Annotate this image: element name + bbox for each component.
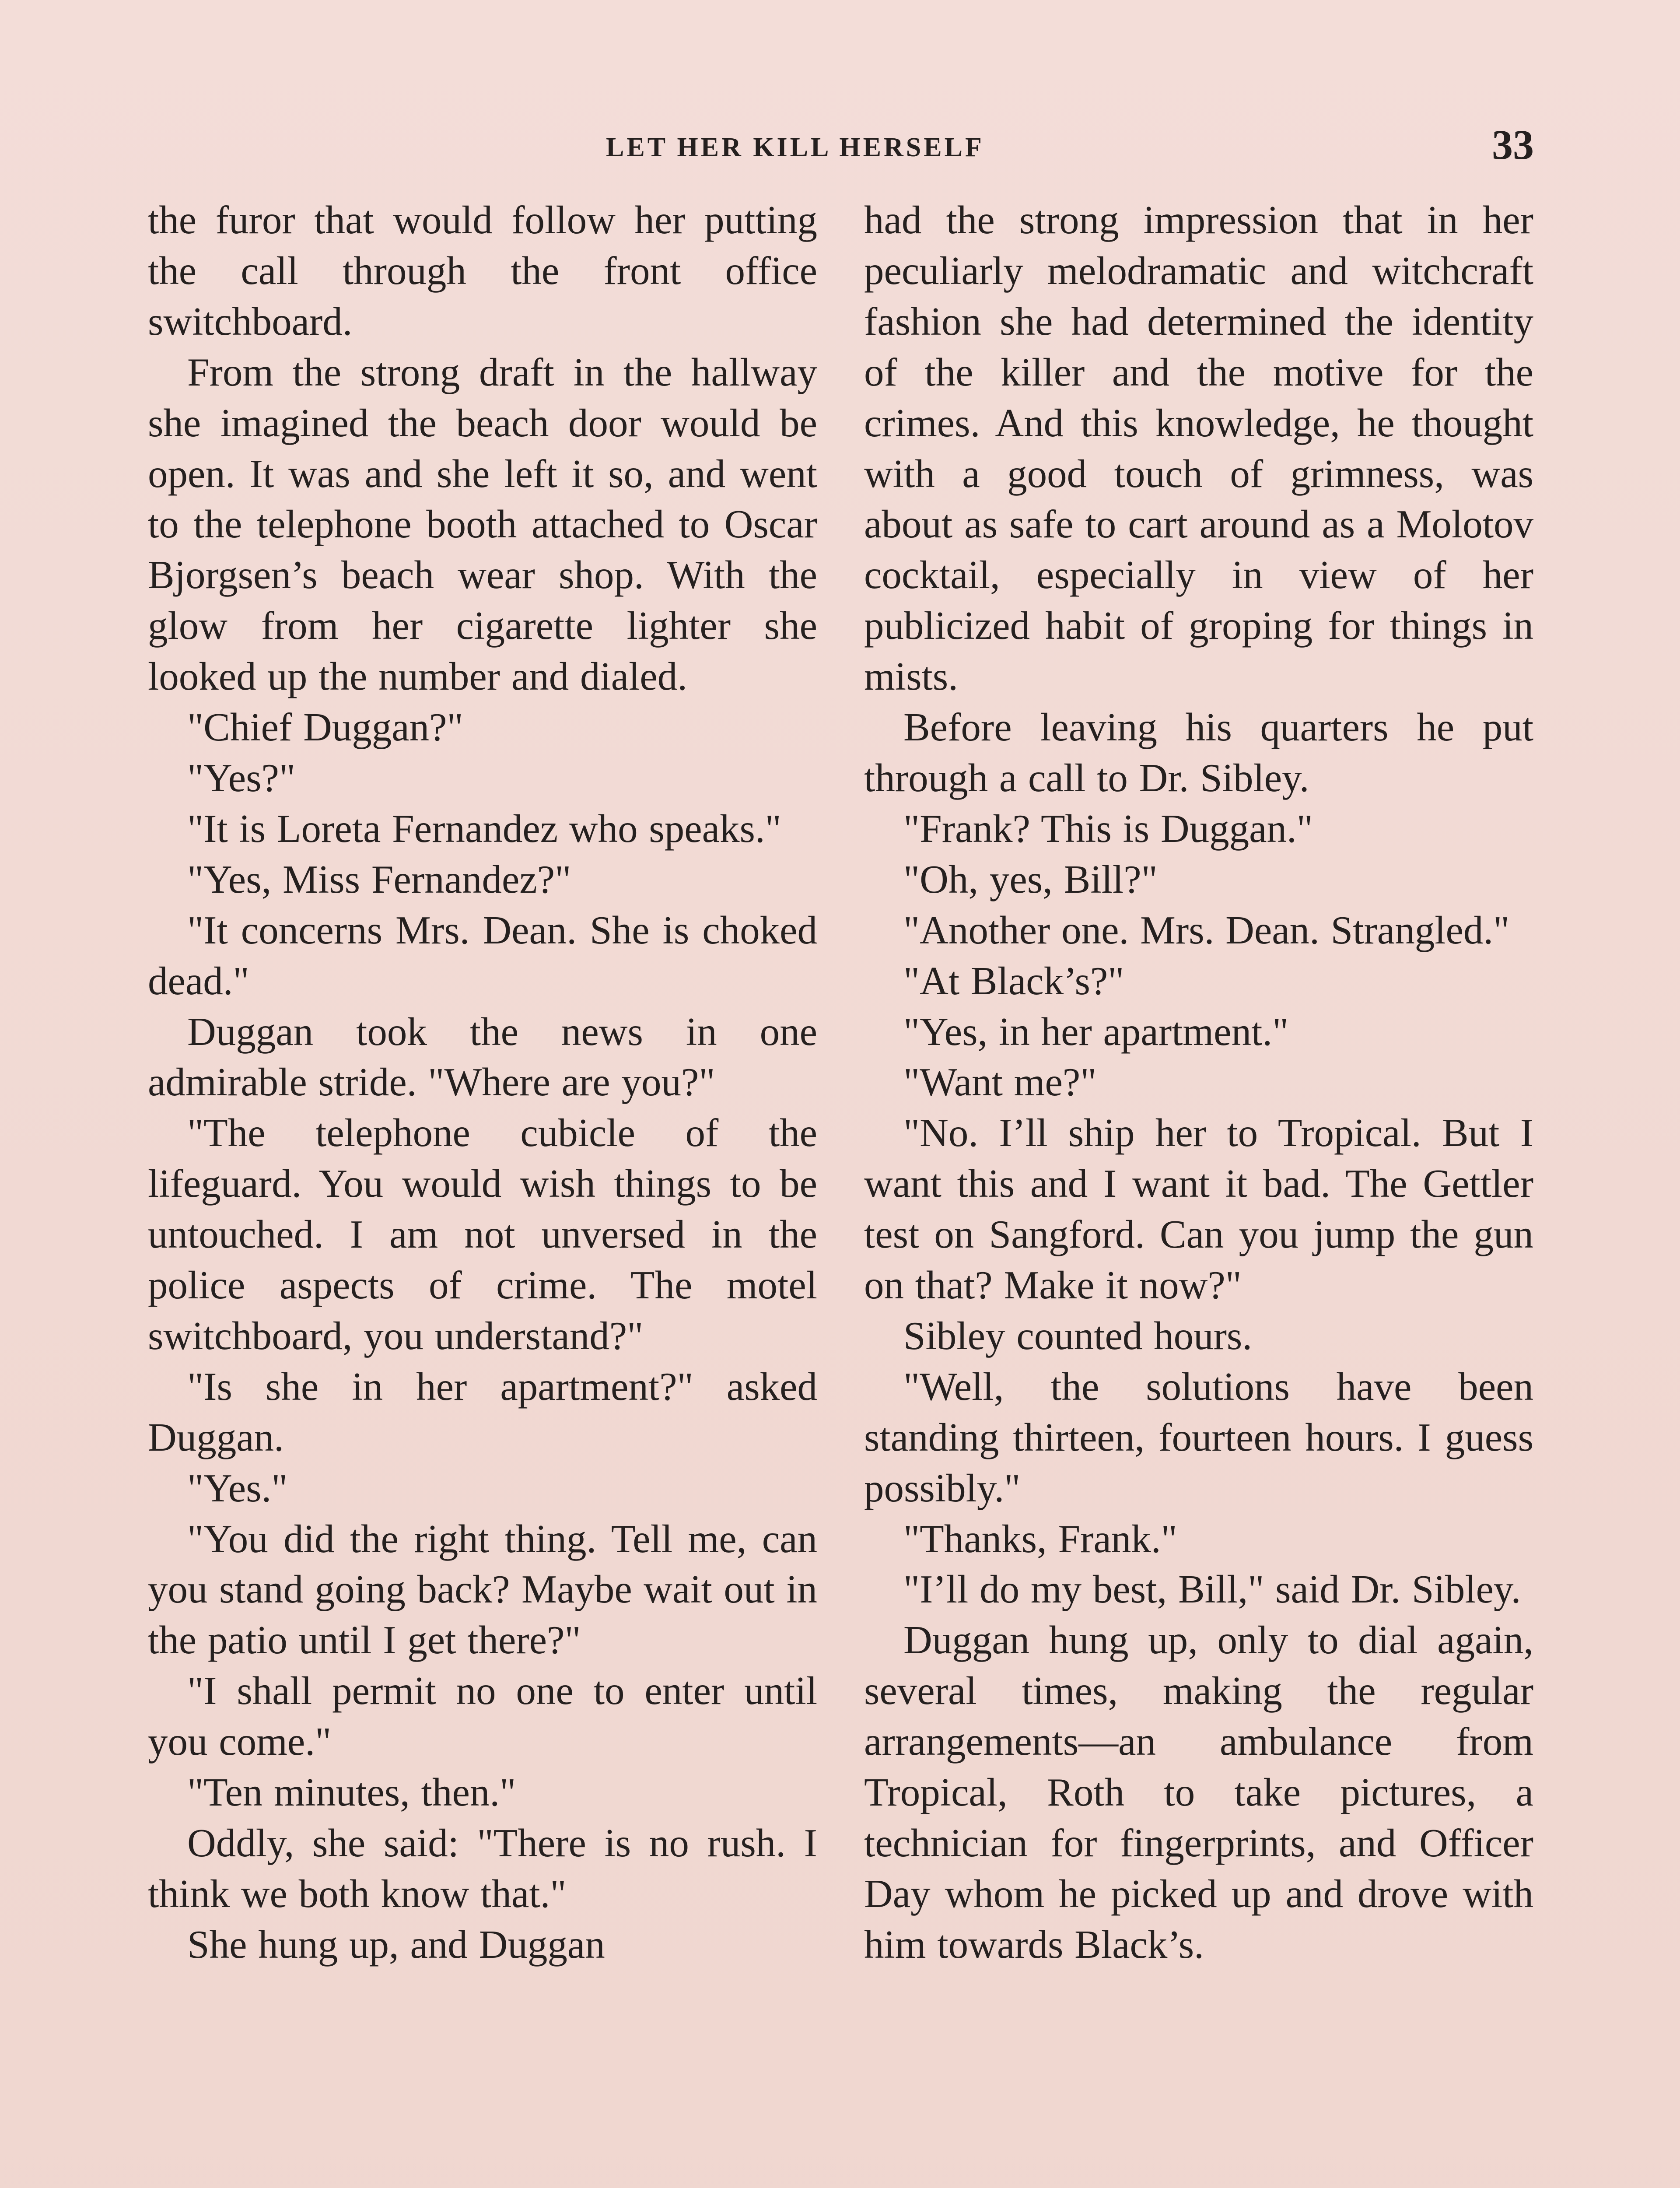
paragraph: the furor that would follow her putting the call through the front office switchboard. <box>148 198 817 344</box>
paragraph: "You did the right thing. Tell me, can you stand going back? Maybe wait out in the patio until I get there?" <box>148 1516 817 1662</box>
paragraph: "At Black’s?" <box>903 958 1124 1003</box>
paragraph: "Want me?" <box>903 1060 1097 1105</box>
paragraph: "Well, the solutions have been standing thirteen, fourteen hours. I guess possibly." <box>864 1364 1533 1510</box>
paragraph: "It concerns Mrs. Dean. She is choked dead." <box>148 908 817 1003</box>
paragraph: "I’ll do my best, Bill," said Dr. Sibley. <box>903 1567 1521 1612</box>
paragraph: "Yes, in her apartment." <box>903 1009 1289 1054</box>
paragraph: "Yes." <box>187 1466 288 1510</box>
paragraph: "Frank? This is Duggan." <box>903 806 1313 851</box>
paragraph: "Chief Duggan?" <box>187 705 463 750</box>
paragraph: Duggan took the news in one admirable stride. "Where are you?" <box>148 1009 817 1105</box>
paragraph: Duggan hung up, only to dial again, several times, making the regular arrangements—an ambulance from Tropical, Roth to take pictures, a technician for fingerprints, and Officer Day whom he picked up and drove with him towards Black’s. <box>864 1618 1533 1967</box>
paragraph: From the strong draft in the hallway she imagined the beach door would be open. It was and she left it so, and went to the telephone booth attached to Oscar Bjorgsen’s beach wear shop. With the glow from her cigarette lighter she looked up the number and dialed. <box>148 350 817 699</box>
paragraph: "Oh, yes, Bill?" <box>903 857 1158 901</box>
paragraph: "It is Loreta Fernandez who speaks." <box>187 806 781 851</box>
paragraph: Before leaving his quarters he put through a call to Dr. Sibley. <box>864 705 1533 800</box>
paragraph: "No. I’ll ship her to Tropical. But I want this and I want it bad. The Gettler test on Sangford. Can you jump the gun on that? Make it now?" <box>864 1111 1533 1308</box>
paragraph: "Ten minutes, then." <box>187 1770 516 1815</box>
paragraph: She hung up, and Duggan <box>187 1922 605 1967</box>
paragraph: Oddly, she said: "There is no rush. I think we both know that." <box>148 1821 817 1916</box>
right-column <box>864 195 1533 1970</box>
paragraph: "The telephone cubicle of the lifeguard. You would wish things to be untouched. I am not unversed in the police aspects of crime. The motel switchboard, you understand?" <box>148 1111 817 1358</box>
running-head: LET HER KILL HERSELF <box>606 133 984 162</box>
paragraph: "Yes, Miss Fernandez?" <box>187 857 571 901</box>
left-column <box>148 195 817 1970</box>
paragraph: Sibley counted hours. <box>903 1313 1253 1358</box>
page-number: 33 <box>1492 121 1534 168</box>
paragraph: "I shall permit no one to enter until you come." <box>148 1669 817 1764</box>
paragraph: "Another one. Mrs. Dean. Strangled." <box>903 908 1510 952</box>
paragraph: "Is she in her apartment?" asked Duggan. <box>148 1364 817 1459</box>
paragraph: "Thanks, Frank." <box>903 1516 1177 1561</box>
paragraph: "Yes?" <box>187 755 296 800</box>
paragraph: had the strong impression that in her peculiarly melodramatic and witchcraft fashion she had determined the identity of the killer and the motive for the crimes. And this knowledge, he thought with a good touch of grimness, was about as safe to cart around as a Molotov cocktail, especially in view of her publicized habit of groping for things in mists. <box>864 198 1533 699</box>
